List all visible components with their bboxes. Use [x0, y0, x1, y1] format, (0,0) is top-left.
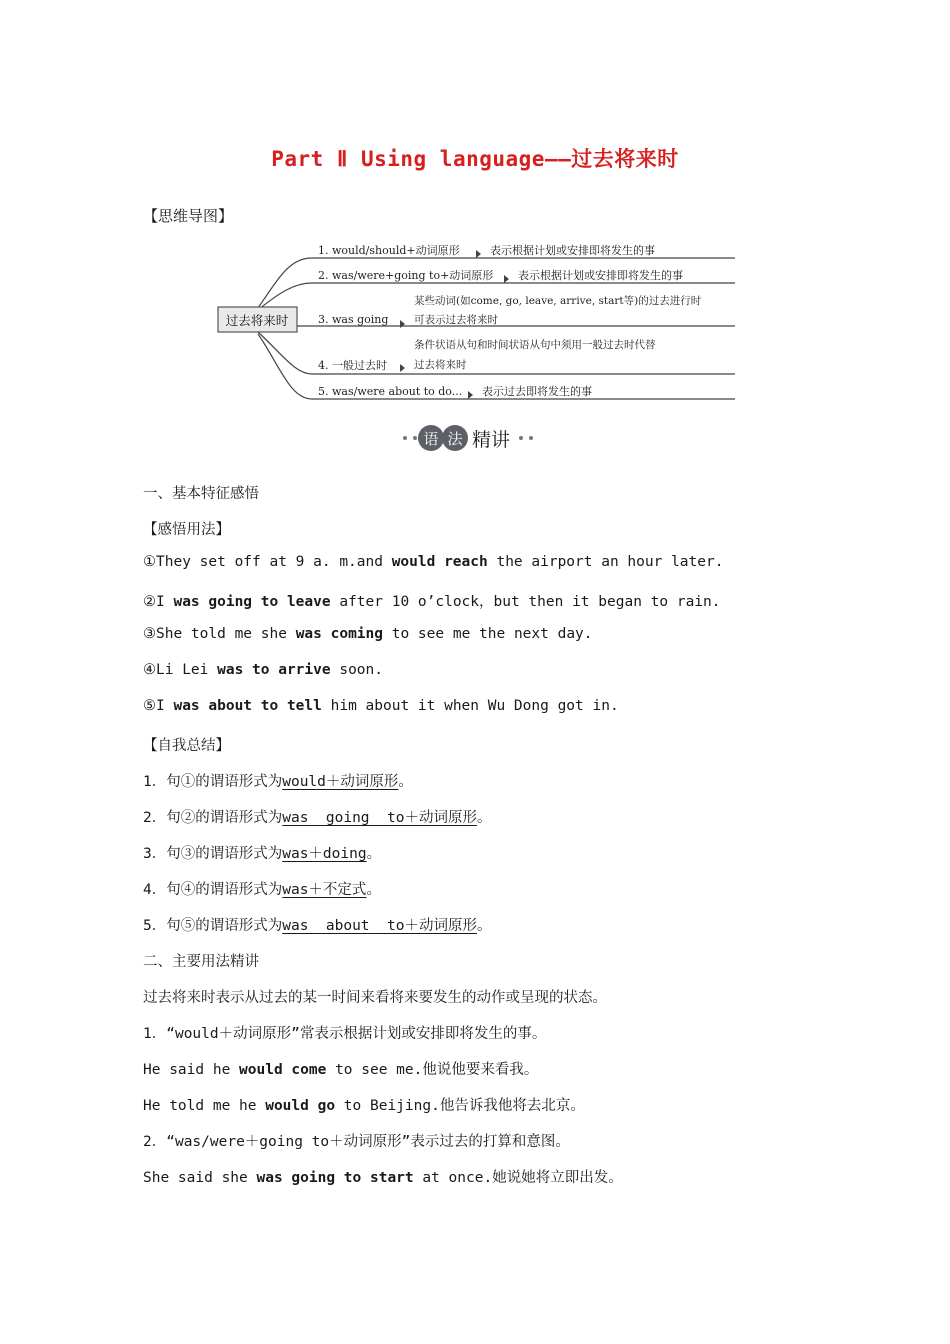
- summary-5: 5．句⑤的谓语形式为was about to＋动词原形。: [143, 918, 492, 934]
- section1-heading: 一、基本特征感悟: [143, 486, 259, 502]
- branch-desc-1: 表示根据计划或安排即将发生的事: [490, 244, 655, 257]
- example-4: ④Li Lei was to arrive soon.: [143, 662, 383, 678]
- summary-1: 1．句①的谓语形式为would＋动词原形。: [143, 774, 413, 790]
- usage-point-2: 2．“was/were＋going to＋动词原形”表示过去的打算和意图。: [143, 1134, 570, 1150]
- branch-desc-3b: 可表示过去将来时: [414, 314, 498, 326]
- branch-desc-2: 表示根据计划或安排即将发生的事: [518, 269, 683, 282]
- dot-icon: [519, 436, 523, 440]
- branch-label-3: 3. was going: [318, 313, 389, 326]
- section2-heading: 二、主要用法精讲: [143, 954, 259, 970]
- branch-desc-3a: 某些动词(如come, go, leave, arrive, start等)的过去进行时: [414, 295, 702, 307]
- example-5: ⑤I was about to tell him about it when Wu Dong got in.: [143, 698, 619, 714]
- branch-desc-4b: 过去将来时: [414, 359, 467, 371]
- branch-label-5: 5. was/were about to do...: [318, 385, 463, 398]
- mindmap-label: 【思维导图】: [143, 207, 234, 225]
- arrow-icon: [476, 250, 481, 258]
- mindmap-root: 过去将来时: [225, 313, 289, 328]
- sub-heading-usage: 【感悟用法】: [143, 522, 230, 538]
- summary-4: 4．句④的谓语形式为was＋不定式。: [143, 882, 381, 898]
- summary-3: 3．句③的谓语形式为was＋doing。: [143, 846, 382, 862]
- arrow-icon: [468, 391, 473, 399]
- banner-word: 精讲: [472, 428, 511, 451]
- mind-map: [210, 236, 740, 406]
- dot-icon: [413, 436, 417, 440]
- section2-intro: 过去将来时表示从过去的某一时间来看将来要发生的动作或呈现的状态。: [143, 990, 607, 1006]
- banner-char-1: 语: [418, 425, 444, 451]
- summary-2: 2．句②的谓语形式为was going to＋动词原形。: [143, 810, 492, 826]
- dot-icon: [403, 436, 407, 440]
- example-1: ①They set off at 9 a. m.and would reach the airport an hour later.: [143, 554, 724, 570]
- branch-label-4: 4. 一般过去时: [318, 359, 387, 372]
- arrow-icon: [400, 320, 405, 328]
- example-3: ③She told me she was coming to see me the next day.: [143, 626, 593, 642]
- arrow-icon: [400, 364, 405, 372]
- arrow-icon: [504, 275, 509, 283]
- sub-heading-summary: 【自我总结】: [143, 738, 230, 754]
- banner-char-2: 法: [442, 425, 468, 451]
- usage-point-1: 1．“would＋动词原形”常表示根据计划或安排即将发生的事。: [143, 1026, 547, 1042]
- branch-desc-4a: 条件状语从句和时间状语从句中须用一般过去时代替: [414, 339, 656, 351]
- usage-2-example-1: She said she was going to start at once.她说她将立即出发。: [143, 1170, 623, 1186]
- branch-desc-5: 表示过去即将发生的事: [482, 385, 592, 398]
- usage-1-example-1: He said he would come to see me.他说他要来看我。: [143, 1062, 539, 1078]
- page-title: Part Ⅱ Using language——过去将来时: [271, 147, 679, 171]
- usage-1-example-2: He told me he would go to Beijing.他告诉我他将去北京。: [143, 1098, 585, 1114]
- example-2: ②I was going to leave after 10 o’clock，but then it began to rain.: [143, 594, 721, 610]
- branch-label-2: 2. was/were+going to+动词原形: [318, 269, 494, 282]
- grammar-banner: [400, 424, 536, 452]
- dot-icon: [529, 436, 533, 440]
- branch-label-1: 1. would/should+动词原形: [318, 244, 460, 257]
